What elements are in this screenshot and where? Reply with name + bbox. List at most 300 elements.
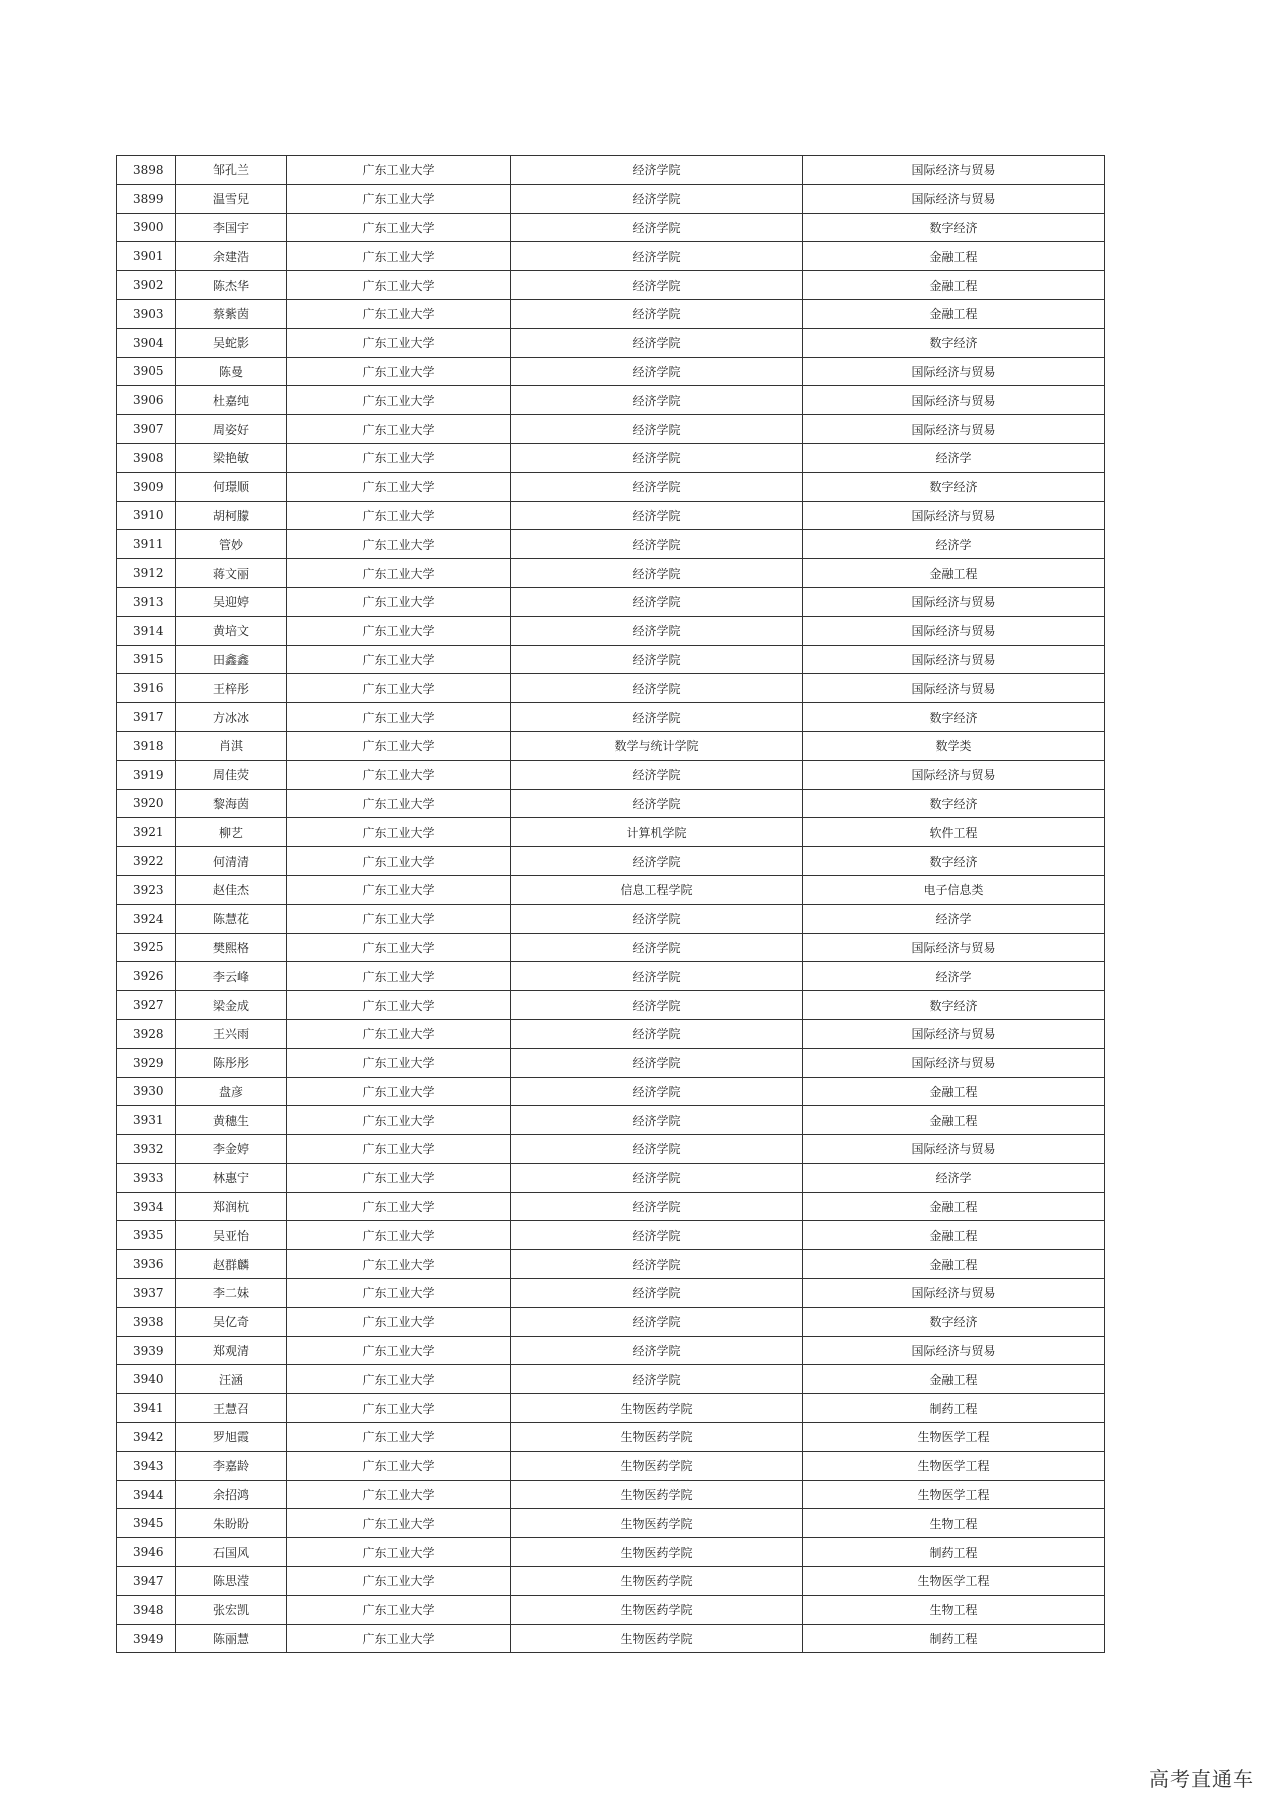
cell-number: 3905 xyxy=(117,357,176,386)
cell-number: 3906 xyxy=(117,386,176,415)
cell-number: 3919 xyxy=(117,760,176,789)
cell-name: 吴亚怡 xyxy=(176,1221,287,1250)
cell-school: 广东工业大学 xyxy=(287,1624,511,1653)
table-row xyxy=(117,328,1105,357)
cell-number: 3946 xyxy=(117,1538,176,1567)
table-row xyxy=(117,731,1105,760)
cell-name: 陈思滢 xyxy=(176,1567,287,1596)
cell-major: 经济学 xyxy=(803,962,1105,991)
cell-school: 广东工业大学 xyxy=(287,501,511,530)
cell-major: 数字经济 xyxy=(803,472,1105,501)
cell-college: 经济学院 xyxy=(511,213,803,242)
cell-school: 广东工业大学 xyxy=(287,847,511,876)
cell-college: 经济学院 xyxy=(511,904,803,933)
cell-name: 黄穗生 xyxy=(176,1106,287,1135)
cell-college: 经济学院 xyxy=(511,789,803,818)
cell-school: 广东工业大学 xyxy=(287,1135,511,1164)
cell-name: 周佳荧 xyxy=(176,760,287,789)
cell-number: 3942 xyxy=(117,1423,176,1452)
cell-name: 黎海茵 xyxy=(176,789,287,818)
cell-school: 广东工业大学 xyxy=(287,1451,511,1480)
table-row xyxy=(117,559,1105,588)
cell-name: 朱盼盼 xyxy=(176,1509,287,1538)
cell-name: 肖淇 xyxy=(176,731,287,760)
cell-number: 3933 xyxy=(117,1163,176,1192)
table-row xyxy=(117,1423,1105,1452)
cell-school: 广东工业大学 xyxy=(287,472,511,501)
cell-name: 樊熙格 xyxy=(176,933,287,962)
table-row xyxy=(117,1624,1105,1653)
table-row xyxy=(117,1365,1105,1394)
cell-school: 广东工业大学 xyxy=(287,213,511,242)
table-row xyxy=(117,1135,1105,1164)
cell-number: 3938 xyxy=(117,1307,176,1336)
cell-college: 经济学院 xyxy=(511,501,803,530)
cell-major: 金融工程 xyxy=(803,559,1105,588)
cell-college: 经济学院 xyxy=(511,991,803,1020)
cell-number: 3917 xyxy=(117,703,176,732)
cell-college: 经济学院 xyxy=(511,156,803,185)
cell-college: 经济学院 xyxy=(511,1019,803,1048)
cell-name: 郑润杭 xyxy=(176,1192,287,1221)
cell-school: 广东工业大学 xyxy=(287,1365,511,1394)
watermark-text: 高考直通车 xyxy=(1149,1767,1254,1791)
cell-name: 李国宇 xyxy=(176,213,287,242)
table-row xyxy=(117,587,1105,616)
cell-number: 3911 xyxy=(117,530,176,559)
cell-school: 广东工业大学 xyxy=(287,616,511,645)
cell-college: 经济学院 xyxy=(511,674,803,703)
cell-school: 广东工业大学 xyxy=(287,328,511,357)
cell-major: 金融工程 xyxy=(803,1077,1105,1106)
cell-number: 3898 xyxy=(117,156,176,185)
cell-major: 软件工程 xyxy=(803,818,1105,847)
cell-major: 国际经济与贸易 xyxy=(803,760,1105,789)
cell-college: 经济学院 xyxy=(511,1106,803,1135)
cell-name: 郑观清 xyxy=(176,1336,287,1365)
cell-school: 广东工业大学 xyxy=(287,904,511,933)
table-row xyxy=(117,616,1105,645)
cell-name: 陈曼 xyxy=(176,357,287,386)
cell-school: 广东工业大学 xyxy=(287,674,511,703)
table-row xyxy=(117,1567,1105,1596)
cell-number: 3913 xyxy=(117,587,176,616)
cell-number: 3899 xyxy=(117,184,176,213)
cell-school: 广东工业大学 xyxy=(287,184,511,213)
cell-number: 3935 xyxy=(117,1221,176,1250)
cell-name: 罗旭霞 xyxy=(176,1423,287,1452)
cell-college: 经济学院 xyxy=(511,1307,803,1336)
cell-major: 金融工程 xyxy=(803,1106,1105,1135)
student-table xyxy=(116,155,1105,1653)
cell-name: 林惠宁 xyxy=(176,1163,287,1192)
cell-major: 国际经济与贸易 xyxy=(803,645,1105,674)
cell-school: 广东工业大学 xyxy=(287,760,511,789)
cell-major: 经济学 xyxy=(803,904,1105,933)
cell-major: 国际经济与贸易 xyxy=(803,933,1105,962)
cell-name: 胡柯朦 xyxy=(176,501,287,530)
cell-college: 经济学院 xyxy=(511,299,803,328)
cell-major: 国际经济与贸易 xyxy=(803,184,1105,213)
cell-number: 3915 xyxy=(117,645,176,674)
cell-major: 数学类 xyxy=(803,731,1105,760)
cell-school: 广东工业大学 xyxy=(287,1394,511,1423)
cell-school: 广东工业大学 xyxy=(287,1192,511,1221)
cell-number: 3940 xyxy=(117,1365,176,1394)
cell-school: 广东工业大学 xyxy=(287,1221,511,1250)
cell-major: 数字经济 xyxy=(803,213,1105,242)
cell-number: 3900 xyxy=(117,213,176,242)
cell-school: 广东工业大学 xyxy=(287,991,511,1020)
cell-name: 梁艳敏 xyxy=(176,443,287,472)
cell-number: 3943 xyxy=(117,1451,176,1480)
table-row xyxy=(117,1538,1105,1567)
cell-major: 制药工程 xyxy=(803,1538,1105,1567)
cell-number: 3912 xyxy=(117,559,176,588)
table-row xyxy=(117,703,1105,732)
cell-school: 广东工业大学 xyxy=(287,587,511,616)
table-row xyxy=(117,875,1105,904)
cell-college: 经济学院 xyxy=(511,962,803,991)
cell-number: 3944 xyxy=(117,1480,176,1509)
cell-college: 经济学院 xyxy=(511,760,803,789)
cell-major: 国际经济与贸易 xyxy=(803,587,1105,616)
table-row xyxy=(117,271,1105,300)
table-row xyxy=(117,1307,1105,1336)
cell-major: 国际经济与贸易 xyxy=(803,415,1105,444)
cell-college: 生物医药学院 xyxy=(511,1595,803,1624)
table-row xyxy=(117,1451,1105,1480)
cell-major: 金融工程 xyxy=(803,1192,1105,1221)
cell-major: 国际经济与贸易 xyxy=(803,156,1105,185)
cell-number: 3937 xyxy=(117,1279,176,1308)
table-row xyxy=(117,357,1105,386)
cell-school: 广东工业大学 xyxy=(287,875,511,904)
cell-number: 3948 xyxy=(117,1595,176,1624)
cell-major: 国际经济与贸易 xyxy=(803,674,1105,703)
cell-college: 信息工程学院 xyxy=(511,875,803,904)
cell-major: 数字经济 xyxy=(803,1307,1105,1336)
cell-school: 广东工业大学 xyxy=(287,156,511,185)
cell-name: 张宏凯 xyxy=(176,1595,287,1624)
cell-major: 国际经济与贸易 xyxy=(803,386,1105,415)
cell-name: 王慧召 xyxy=(176,1394,287,1423)
cell-major: 国际经济与贸易 xyxy=(803,1019,1105,1048)
cell-major: 生物医学工程 xyxy=(803,1451,1105,1480)
cell-name: 石国风 xyxy=(176,1538,287,1567)
table-row xyxy=(117,1250,1105,1279)
cell-school: 广东工业大学 xyxy=(287,443,511,472)
cell-major: 国际经济与贸易 xyxy=(803,1048,1105,1077)
cell-college: 经济学院 xyxy=(511,415,803,444)
cell-college: 经济学院 xyxy=(511,1135,803,1164)
cell-school: 广东工业大学 xyxy=(287,242,511,271)
cell-college: 生物医药学院 xyxy=(511,1423,803,1452)
cell-name: 吴亿奇 xyxy=(176,1307,287,1336)
cell-number: 3926 xyxy=(117,962,176,991)
cell-number: 3945 xyxy=(117,1509,176,1538)
cell-major: 数字经济 xyxy=(803,328,1105,357)
cell-name: 杜嘉纯 xyxy=(176,386,287,415)
cell-major: 国际经济与贸易 xyxy=(803,616,1105,645)
table-row xyxy=(117,242,1105,271)
cell-name: 吴蛇影 xyxy=(176,328,287,357)
cell-school: 广东工业大学 xyxy=(287,357,511,386)
table-row xyxy=(117,789,1105,818)
table-row xyxy=(117,386,1105,415)
cell-college: 生物医药学院 xyxy=(511,1567,803,1596)
cell-number: 3921 xyxy=(117,818,176,847)
cell-college: 计算机学院 xyxy=(511,818,803,847)
cell-name: 盘彦 xyxy=(176,1077,287,1106)
cell-school: 广东工业大学 xyxy=(287,1538,511,1567)
cell-college: 经济学院 xyxy=(511,1279,803,1308)
cell-number: 3934 xyxy=(117,1192,176,1221)
cell-college: 经济学院 xyxy=(511,472,803,501)
cell-major: 数字经济 xyxy=(803,847,1105,876)
cell-school: 广东工业大学 xyxy=(287,1480,511,1509)
cell-major: 金融工程 xyxy=(803,271,1105,300)
cell-major: 国际经济与贸易 xyxy=(803,1279,1105,1308)
cell-name: 何清清 xyxy=(176,847,287,876)
cell-major: 生物工程 xyxy=(803,1595,1105,1624)
cell-major: 金融工程 xyxy=(803,299,1105,328)
table-row xyxy=(117,501,1105,530)
cell-name: 陈彤彤 xyxy=(176,1048,287,1077)
cell-college: 生物医药学院 xyxy=(511,1451,803,1480)
cell-major: 数字经济 xyxy=(803,703,1105,732)
cell-major: 金融工程 xyxy=(803,1221,1105,1250)
cell-college: 经济学院 xyxy=(511,847,803,876)
cell-name: 田鑫鑫 xyxy=(176,645,287,674)
cell-school: 广东工业大学 xyxy=(287,1509,511,1538)
cell-major: 国际经济与贸易 xyxy=(803,1336,1105,1365)
cell-college: 经济学院 xyxy=(511,242,803,271)
cell-name: 周姿好 xyxy=(176,415,287,444)
cell-school: 广东工业大学 xyxy=(287,645,511,674)
cell-college: 经济学院 xyxy=(511,616,803,645)
cell-major: 生物医学工程 xyxy=(803,1567,1105,1596)
cell-number: 3914 xyxy=(117,616,176,645)
cell-major: 制药工程 xyxy=(803,1394,1105,1423)
cell-major: 金融工程 xyxy=(803,1365,1105,1394)
cell-major: 经济学 xyxy=(803,530,1105,559)
cell-school: 广东工业大学 xyxy=(287,1019,511,1048)
table-row xyxy=(117,1192,1105,1221)
cell-school: 广东工业大学 xyxy=(287,559,511,588)
table-row xyxy=(117,760,1105,789)
cell-number: 3931 xyxy=(117,1106,176,1135)
table-row xyxy=(117,962,1105,991)
cell-number: 3904 xyxy=(117,328,176,357)
table-row xyxy=(117,904,1105,933)
cell-college: 生物医药学院 xyxy=(511,1538,803,1567)
cell-name: 余招鸿 xyxy=(176,1480,287,1509)
cell-college: 经济学院 xyxy=(511,328,803,357)
cell-college: 经济学院 xyxy=(511,1077,803,1106)
cell-major: 国际经济与贸易 xyxy=(803,501,1105,530)
cell-number: 3916 xyxy=(117,674,176,703)
cell-school: 广东工业大学 xyxy=(287,1250,511,1279)
table-body xyxy=(117,156,1105,1653)
cell-name: 李金婷 xyxy=(176,1135,287,1164)
cell-number: 3924 xyxy=(117,904,176,933)
cell-number: 3928 xyxy=(117,1019,176,1048)
cell-name: 赵群麟 xyxy=(176,1250,287,1279)
table-row xyxy=(117,1221,1105,1250)
cell-school: 广东工业大学 xyxy=(287,299,511,328)
cell-college: 经济学院 xyxy=(511,1221,803,1250)
cell-college: 经济学院 xyxy=(511,1250,803,1279)
cell-name: 李嘉龄 xyxy=(176,1451,287,1480)
cell-name: 温雪兒 xyxy=(176,184,287,213)
cell-college: 经济学院 xyxy=(511,703,803,732)
cell-number: 3908 xyxy=(117,443,176,472)
cell-major: 国际经济与贸易 xyxy=(803,1135,1105,1164)
cell-school: 广东工业大学 xyxy=(287,415,511,444)
cell-name: 陈丽慧 xyxy=(176,1624,287,1653)
table-row xyxy=(117,1336,1105,1365)
cell-name: 柳艺 xyxy=(176,818,287,847)
cell-college: 经济学院 xyxy=(511,1048,803,1077)
cell-school: 广东工业大学 xyxy=(287,789,511,818)
table-row xyxy=(117,645,1105,674)
cell-school: 广东工业大学 xyxy=(287,1423,511,1452)
table-row xyxy=(117,156,1105,185)
cell-name: 赵佳杰 xyxy=(176,875,287,904)
cell-college: 经济学院 xyxy=(511,184,803,213)
cell-name: 梁金成 xyxy=(176,991,287,1020)
cell-college: 经济学院 xyxy=(511,357,803,386)
table-row xyxy=(117,1106,1105,1135)
cell-major: 金融工程 xyxy=(803,242,1105,271)
cell-major: 数字经济 xyxy=(803,789,1105,818)
cell-number: 3936 xyxy=(117,1250,176,1279)
table-row xyxy=(117,847,1105,876)
cell-name: 吴迎婷 xyxy=(176,587,287,616)
cell-number: 3907 xyxy=(117,415,176,444)
cell-school: 广东工业大学 xyxy=(287,1595,511,1624)
cell-school: 广东工业大学 xyxy=(287,1567,511,1596)
table-row xyxy=(117,1394,1105,1423)
table-row xyxy=(117,1509,1105,1538)
cell-name: 余建浩 xyxy=(176,242,287,271)
table-row xyxy=(117,415,1105,444)
table-row xyxy=(117,1163,1105,1192)
cell-college: 生物医药学院 xyxy=(511,1509,803,1538)
cell-major: 数字经济 xyxy=(803,991,1105,1020)
cell-school: 广东工业大学 xyxy=(287,703,511,732)
cell-number: 3903 xyxy=(117,299,176,328)
cell-name: 陈慧花 xyxy=(176,904,287,933)
cell-college: 经济学院 xyxy=(511,587,803,616)
table-row xyxy=(117,1480,1105,1509)
cell-name: 李云峰 xyxy=(176,962,287,991)
table-row xyxy=(117,1048,1105,1077)
cell-name: 王兴雨 xyxy=(176,1019,287,1048)
cell-college: 经济学院 xyxy=(511,1336,803,1365)
cell-number: 3923 xyxy=(117,875,176,904)
cell-college: 经济学院 xyxy=(511,1163,803,1192)
cell-major: 金融工程 xyxy=(803,1250,1105,1279)
cell-school: 广东工业大学 xyxy=(287,1048,511,1077)
cell-number: 3910 xyxy=(117,501,176,530)
cell-name: 方冰冰 xyxy=(176,703,287,732)
cell-number: 3930 xyxy=(117,1077,176,1106)
cell-college: 经济学院 xyxy=(511,386,803,415)
cell-number: 3947 xyxy=(117,1567,176,1596)
table-row xyxy=(117,991,1105,1020)
cell-name: 邹孔兰 xyxy=(176,156,287,185)
cell-school: 广东工业大学 xyxy=(287,271,511,300)
cell-college: 经济学院 xyxy=(511,645,803,674)
cell-number: 3949 xyxy=(117,1624,176,1653)
table-row xyxy=(117,299,1105,328)
cell-major: 生物工程 xyxy=(803,1509,1105,1538)
cell-name: 李二妹 xyxy=(176,1279,287,1308)
cell-number: 3901 xyxy=(117,242,176,271)
cell-school: 广东工业大学 xyxy=(287,1279,511,1308)
cell-college: 生物医药学院 xyxy=(511,1624,803,1653)
cell-school: 广东工业大学 xyxy=(287,530,511,559)
cell-college: 经济学院 xyxy=(511,1365,803,1394)
cell-major: 经济学 xyxy=(803,1163,1105,1192)
cell-number: 3932 xyxy=(117,1135,176,1164)
table-row xyxy=(117,1019,1105,1048)
cell-school: 广东工业大学 xyxy=(287,1106,511,1135)
cell-number: 3939 xyxy=(117,1336,176,1365)
cell-major: 制药工程 xyxy=(803,1624,1105,1653)
cell-name: 蔡紫茵 xyxy=(176,299,287,328)
table-row xyxy=(117,472,1105,501)
table-row xyxy=(117,1595,1105,1624)
cell-major: 国际经济与贸易 xyxy=(803,357,1105,386)
cell-college: 经济学院 xyxy=(511,530,803,559)
cell-school: 广东工业大学 xyxy=(287,962,511,991)
table-row xyxy=(117,213,1105,242)
cell-school: 广东工业大学 xyxy=(287,933,511,962)
cell-number: 3920 xyxy=(117,789,176,818)
cell-school: 广东工业大学 xyxy=(287,1077,511,1106)
cell-college: 经济学院 xyxy=(511,271,803,300)
cell-school: 广东工业大学 xyxy=(287,1336,511,1365)
cell-major: 经济学 xyxy=(803,443,1105,472)
cell-college: 生物医药学院 xyxy=(511,1480,803,1509)
cell-name: 王梓彤 xyxy=(176,674,287,703)
cell-college: 生物医药学院 xyxy=(511,1394,803,1423)
table-row xyxy=(117,530,1105,559)
cell-school: 广东工业大学 xyxy=(287,386,511,415)
table-row xyxy=(117,674,1105,703)
cell-number: 3902 xyxy=(117,271,176,300)
cell-number: 3922 xyxy=(117,847,176,876)
cell-school: 广东工业大学 xyxy=(287,731,511,760)
table-row xyxy=(117,443,1105,472)
cell-major: 电子信息类 xyxy=(803,875,1105,904)
cell-name: 何璟顺 xyxy=(176,472,287,501)
table-row xyxy=(117,1279,1105,1308)
cell-major: 生物医学工程 xyxy=(803,1480,1105,1509)
cell-major: 生物医学工程 xyxy=(803,1423,1105,1452)
cell-college: 经济学院 xyxy=(511,443,803,472)
table-row xyxy=(117,933,1105,962)
cell-name: 管妙 xyxy=(176,530,287,559)
cell-school: 广东工业大学 xyxy=(287,1307,511,1336)
cell-college: 数学与统计学院 xyxy=(511,731,803,760)
cell-number: 3925 xyxy=(117,933,176,962)
cell-school: 广东工业大学 xyxy=(287,818,511,847)
cell-name: 蒋文丽 xyxy=(176,559,287,588)
